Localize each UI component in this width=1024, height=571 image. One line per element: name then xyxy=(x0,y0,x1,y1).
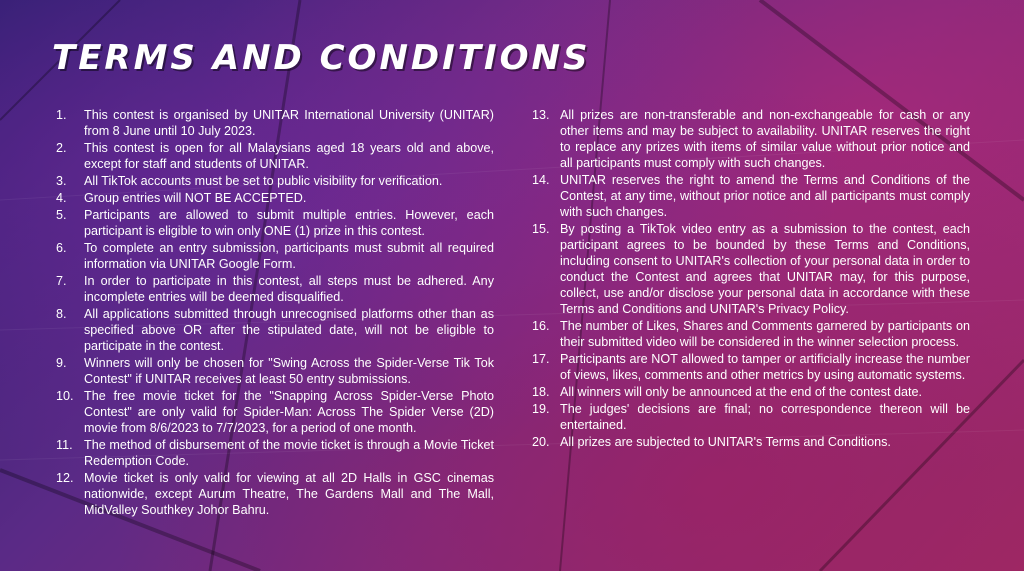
term-number: 8. xyxy=(56,307,67,321)
term-text: The judges' decisions are final; no correspondence thereon will be entertained. xyxy=(560,402,970,432)
term-number: 9. xyxy=(56,356,67,370)
term-text: By posting a TikTok video entry as a submission to the contest, each participant agrees to be bounded by these Terms and Conditions, including consent to UNITAR's collection of your personal data in order to conduct the Contest and agrees that UNITAR may, for this purpose, collect, use and/or disclose your personal data in accordance with these Terms and Conditions and UNITAR's Privacy Policy. xyxy=(560,222,970,316)
term-text: All winners will only be announced at the end of the contest date. xyxy=(560,385,922,399)
term-item xyxy=(532,384,970,400)
term-text: Participants are allowed to submit multiple entries. However, each participant is eligible to win only ONE (1) prize in this contest. xyxy=(84,208,494,238)
term-number: 19. xyxy=(532,402,550,416)
term-number: 17. xyxy=(532,352,550,366)
term-number: 14. xyxy=(532,173,550,187)
term-number: 18. xyxy=(532,385,550,399)
term-text: All TikTok accounts must be set to public visibility for verification. xyxy=(84,174,443,188)
term-item xyxy=(56,437,494,469)
term-text: Group entries will NOT BE ACCEPTED. xyxy=(84,191,307,205)
term-item xyxy=(532,221,970,317)
term-text: To complete an entry submission, participants must submit all required information via UNITAR Google Form. xyxy=(84,241,494,271)
term-text: UNITAR reserves the right to amend the Terms and Conditions of the Contest, at any time, without prior notice and all participants must comply with such changes. xyxy=(560,173,970,219)
term-text: In order to participate in this contest, all steps must be adhered. Any incomplete entries will be deemed disqualified. xyxy=(84,274,494,304)
term-number: 4. xyxy=(56,191,67,205)
term-number: 5. xyxy=(56,208,67,222)
terms-list-right xyxy=(532,107,970,451)
term-item xyxy=(532,351,970,383)
term-text: This contest is open for all Malaysians aged 18 years old and above, except for staff and students of UNITAR. xyxy=(84,141,494,171)
term-text: Winners will only be chosen for "Swing Across the Spider-Verse Tik Tok Contest" if UNITAR receives at least 50 entry submissions. xyxy=(84,356,494,386)
term-item xyxy=(532,172,970,220)
term-item xyxy=(56,355,494,387)
term-number: 3. xyxy=(56,174,67,188)
term-text: The number of Likes, Shares and Comments garnered by participants on their submitted video will be considered in the winner selection process. xyxy=(560,319,970,349)
term-item xyxy=(56,240,494,272)
term-number: 2. xyxy=(56,141,67,155)
term-item xyxy=(532,434,970,450)
term-number: 16. xyxy=(532,319,550,333)
term-item xyxy=(56,173,494,189)
term-item xyxy=(56,306,494,354)
term-item xyxy=(56,107,494,139)
term-number: 15. xyxy=(532,222,550,236)
term-text: All applications submitted through unrecognised platforms other than as specified above OR after the stipulated date, will not be eligible to participate in the contest. xyxy=(84,307,494,353)
term-item xyxy=(532,107,970,171)
term-text: All prizes are non-transferable and non-exchangeable for cash or any other items and may be subject to availability. UNITAR reserves the right to replace any prizes with items of similar value without prior notice and all participants must comply with such changes. xyxy=(560,108,970,170)
term-item xyxy=(56,273,494,305)
term-number: 13. xyxy=(532,108,550,122)
term-number: 1. xyxy=(56,108,67,122)
terms-list-left xyxy=(56,107,494,519)
term-item xyxy=(56,190,494,206)
page-title: TERMS AND CONDITIONS xyxy=(52,38,591,78)
term-text: The free movie ticket for the "Snapping Across Spider-Verse Photo Contest" are only valid for Spider-Man: Across The Spider Verse (2D) movie from 8/6/2023 to 7/7/2023, for a period of one month. xyxy=(84,389,494,435)
term-item xyxy=(56,388,494,436)
term-text: The method of disbursement of the movie ticket is through a Movie Ticket Redemption Code. xyxy=(84,438,494,468)
term-item xyxy=(532,401,970,433)
term-item xyxy=(56,207,494,239)
term-item xyxy=(532,318,970,350)
term-number: 10. xyxy=(56,389,74,403)
term-number: 12. xyxy=(56,471,74,485)
term-text: Movie ticket is only valid for viewing at all 2D Halls in GSC cinemas nationwide, except Aurum Theatre, The Gardens Mall and The Mall, MidValley Southkey Johor Bahru. xyxy=(84,471,494,517)
term-number: 7. xyxy=(56,274,67,288)
term-item xyxy=(56,470,494,518)
term-number: 6. xyxy=(56,241,67,255)
term-number: 20. xyxy=(532,435,550,449)
term-item xyxy=(56,140,494,172)
term-number: 11. xyxy=(56,438,73,452)
term-text: This contest is organised by UNITAR International University (UNITAR) from 8 June until 10 July 2023. xyxy=(84,108,494,138)
term-text: All prizes are subjected to UNITAR's Terms and Conditions. xyxy=(560,435,891,449)
term-text: Participants are NOT allowed to tamper or artificially increase the number of views, likes, comments and other metrics by using automatic systems. xyxy=(560,352,970,382)
